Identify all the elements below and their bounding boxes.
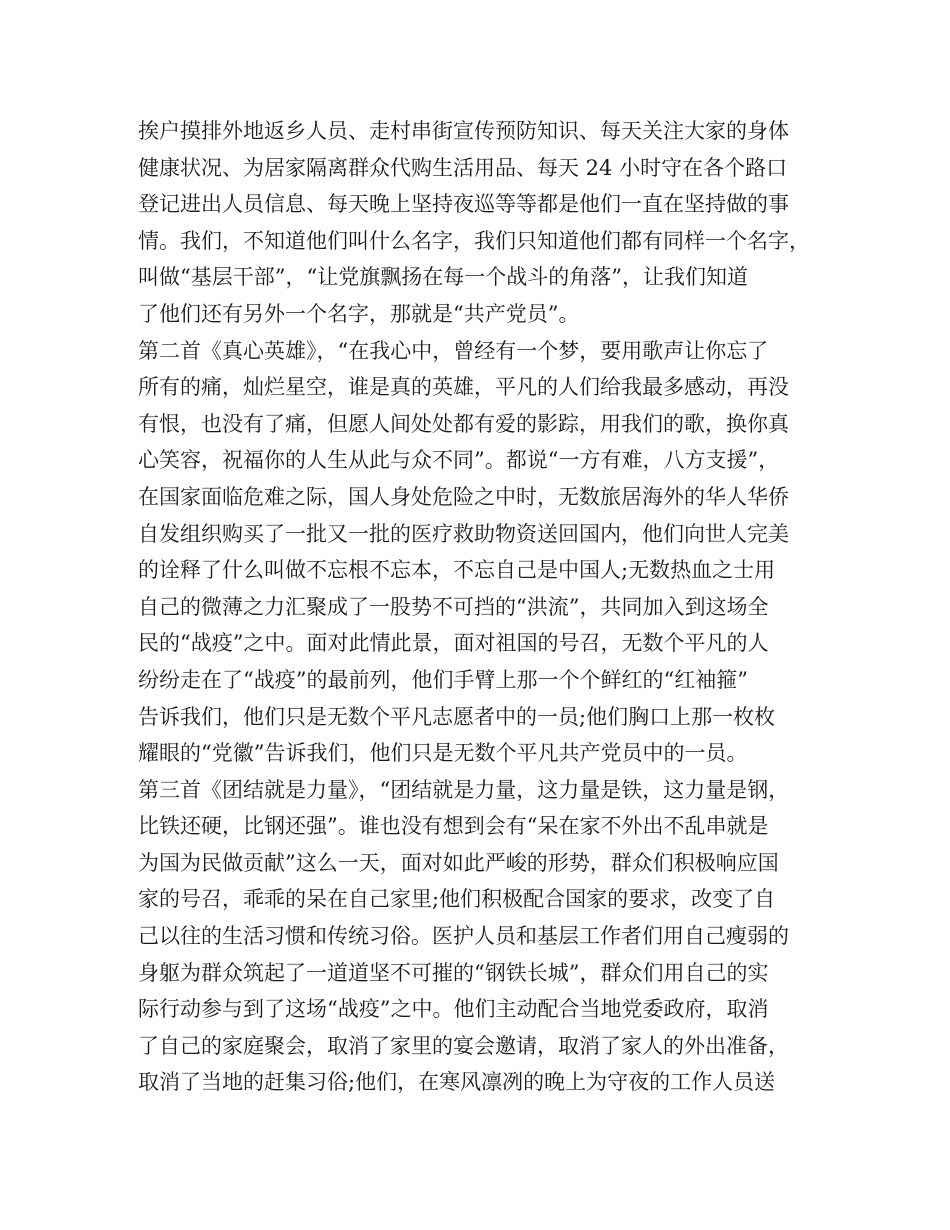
text-line: 在国家面临危难之际，国人身处危险之中时，无数旅居海外的华人华侨	[138, 484, 789, 509]
text-line: 家的号召，乖乖的呆在自己家里;他们积极配合国家的要求，改变了自	[138, 887, 776, 912]
text-line: 第二首《真心英雄》，“在我心中，曾经有一个梦，要用歌声让你忘了	[138, 338, 769, 363]
text-line: 有恨，也没有了痛，但愿人间处处都有爱的影踪，用我们的歌，换你真	[138, 411, 789, 436]
text-line: 心笑容，祝福你的人生从此与众不同”。都说“一方有难，八方支援”，	[138, 448, 780, 473]
body-text	[138, 113, 818, 1101]
text-line: 耀眼的“党徽”告诉我们，他们只是无数个平凡共产党员中的一员。	[138, 741, 748, 766]
text-line: 取消了当地的赶集习俗;他们，在寒风凛冽的晚上为守夜的工作人员送	[138, 1070, 776, 1095]
text-line: 为国为民做贡献”这么一天，面对如此严峻的形势，群众们积极响应国	[138, 850, 779, 875]
text-line: 告诉我们，他们只是无数个平凡志愿者中的一员;他们胸口上那一枚枚	[138, 704, 776, 729]
text-line: 了他们还有另外一个名字，那就是“共产党员”。	[138, 301, 580, 326]
text-line: 挨户摸排外地返乡人员、走村串街宣传预防知识、每天关注大家的身体	[138, 119, 789, 143]
text-line: 民的“战疫”之中。面对此情此景，面对祖国的号召，无数个平凡的人	[138, 631, 769, 656]
text-line: 比铁还硬，比钢还强”。谁也没有想到会有“呆在家不外出不乱串就是	[138, 814, 769, 839]
text-line: 己以往的生活习惯和传统习俗。医护人员和基层工作者们用自己瘦弱的	[138, 924, 789, 949]
text-line: 叫做“基层干部”，“让党旗飘扬在每一个战斗的角落”，让我们知道	[138, 265, 748, 290]
text-line: 际行动参与到了这场“战疫”之中。他们主动配合当地党委政府，取消	[138, 997, 769, 1022]
text-line: 自发组织购买了一批又一批的医疗救助物资送回国内，他们向世人完美	[138, 521, 789, 546]
text-line: 情。我们，不知道他们叫什么名字，我们只知道他们都有同样一个名字，	[138, 228, 810, 253]
text-line: 所有的痛，灿烂星空，谁是真的英雄，平凡的人们给我最多感动，再没	[138, 375, 789, 400]
text-line: 了自己的家庭聚会，取消了家里的宴会邀请，取消了家人的外出准备，	[138, 1033, 789, 1058]
text-line: 的诠释了什么叫做不忘根不忘本，不忘自己是中国人;无数热血之士用	[138, 558, 776, 583]
text-line: 纷纷走在了“战疫”的最前列，他们手臂上那一个个鲜红的“红袖箍”	[138, 667, 748, 692]
text-line: 登记进出人员信息、每天晚上坚持夜巡等等都是他们一直在坚持做的事	[138, 192, 789, 217]
text-line: 自己的微薄之力汇聚成了一股势不可挡的“洪流”，共同加入到这场全	[138, 594, 769, 619]
text-line: 身躯为群众筑起了一道道坚不可摧的“钢铁长城”，群众们用自己的实	[138, 960, 769, 985]
text-line: 健康状况、为居家隔离群众代购生活用品、每天 24 小时守在各个路口	[138, 155, 788, 180]
text-line: 第三首《团结就是力量》，“团结就是力量，这力量是铁，这力量是钢，	[138, 777, 790, 802]
